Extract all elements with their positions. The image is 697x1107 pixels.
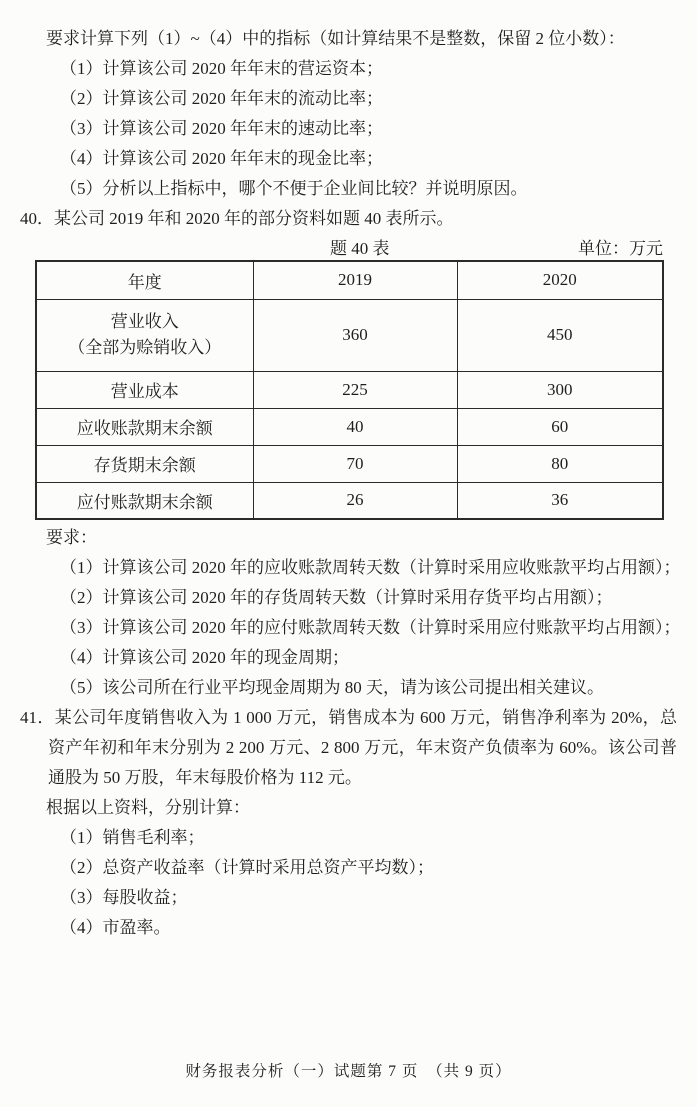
cell-inventory-2019: 70 [253, 445, 457, 482]
q40-stem-text: 某公司 2019 年和 2020 年的部分资料如题 40 表所示。 [54, 209, 454, 228]
q40-item-5: （5）该公司所在行业平均现金周期为 80 天，请为该公司提出相关建议。 [60, 678, 604, 697]
q41-item-4: （4）市盈率。 [60, 918, 171, 937]
row-label-revenue: 营业收入 （全部为赊销收入） [36, 299, 253, 371]
q40-requirements-label: 要求： [46, 528, 97, 547]
q39-item-3: （3）计算该公司 2020 年年末的速动比率； [60, 119, 383, 138]
cell-inventory-2020: 80 [457, 445, 663, 482]
row-label-cost: 营业成本 [36, 371, 253, 408]
q40-data-table [35, 260, 664, 520]
table-row [36, 408, 663, 445]
col-header-2020: 2020 [457, 261, 663, 299]
cell-payables-2020: 36 [457, 482, 663, 519]
table-caption-row [20, 234, 677, 260]
row-label-receivables: 应收账款期末余额 [36, 408, 253, 445]
q41-item-1: （1）销售毛利率； [60, 828, 205, 847]
q40-item-4: （4）计算该公司 2020 年的现金周期； [60, 648, 349, 667]
q41-stem-text: 某公司年度销售收入为 1 000 万元，销售成本为 600 万元，销售净利率为 20%，总资产年初和年末分别为 2 200 万元、2 800 万元，年末资产负债率为 60%。该公司普通股为 50 万股，年末每股价格为 112 元。 [48, 708, 677, 787]
q39-item-4: （4）计算该公司 2020 年年末的现金比率； [60, 149, 383, 168]
page-footer: 财务报表分析（一）试题第 7 页 （共 9 页） [185, 1063, 512, 1080]
q40-item-1: （1）计算该公司 2020 年的应收账款周转天数（计算时采用应收账款平均占用额）； [60, 558, 681, 577]
q39-intro: 要求计算下列（1）~（4）中的指标（如计算结果不是整数，保留 2 位小数）： [46, 29, 625, 48]
row-label-payables: 应付账款期末余额 [36, 482, 253, 519]
cell-receivables-2019: 40 [253, 408, 457, 445]
q41-item-2: （2）总资产收益率（计算时采用总资产平均数）； [60, 858, 434, 877]
cell-cost-2019: 225 [253, 371, 457, 408]
q39-item-1: （1）计算该公司 2020 年年末的营运资本； [60, 59, 383, 78]
q40-item-3: （3）计算该公司 2020 年的应付账款周转天数（计算时采用应付账款平均占用额）； [60, 618, 681, 637]
table-row [36, 371, 663, 408]
q40-stem [20, 204, 677, 234]
col-header-year: 年度 [36, 261, 253, 299]
q39-item-2: （2）计算该公司 2020 年年末的流动比率； [60, 89, 383, 108]
cell-cost-2020: 300 [457, 371, 663, 408]
table-unit-label: 单位：万元 [578, 239, 663, 258]
row-label-inventory: 存货期末余额 [36, 445, 253, 482]
table-header-row [36, 261, 663, 299]
table-row [36, 445, 663, 482]
table-row [36, 299, 663, 371]
table-caption: 题 40 表 [330, 239, 390, 258]
cell-revenue-2020: 450 [457, 299, 663, 371]
q40-item-2: （2）计算该公司 2020 年的存货周转天数（计算时采用存货平均占用额）； [60, 588, 613, 607]
col-header-2019: 2019 [253, 261, 457, 299]
q39-item-5: （5）分析以上指标中，哪个不便于企业间比较？并说明原因。 [60, 179, 528, 198]
q41-number: 41． [20, 708, 55, 727]
q40-number: 40． [20, 209, 54, 228]
table-row [36, 482, 663, 519]
q41-item-3: （3）每股收益； [60, 888, 188, 907]
cell-receivables-2020: 60 [457, 408, 663, 445]
cell-revenue-2019: 360 [253, 299, 457, 371]
cell-payables-2019: 26 [253, 482, 457, 519]
q41-stem [20, 703, 677, 793]
q41-instruction: 根据以上资料，分别计算： [46, 798, 250, 817]
